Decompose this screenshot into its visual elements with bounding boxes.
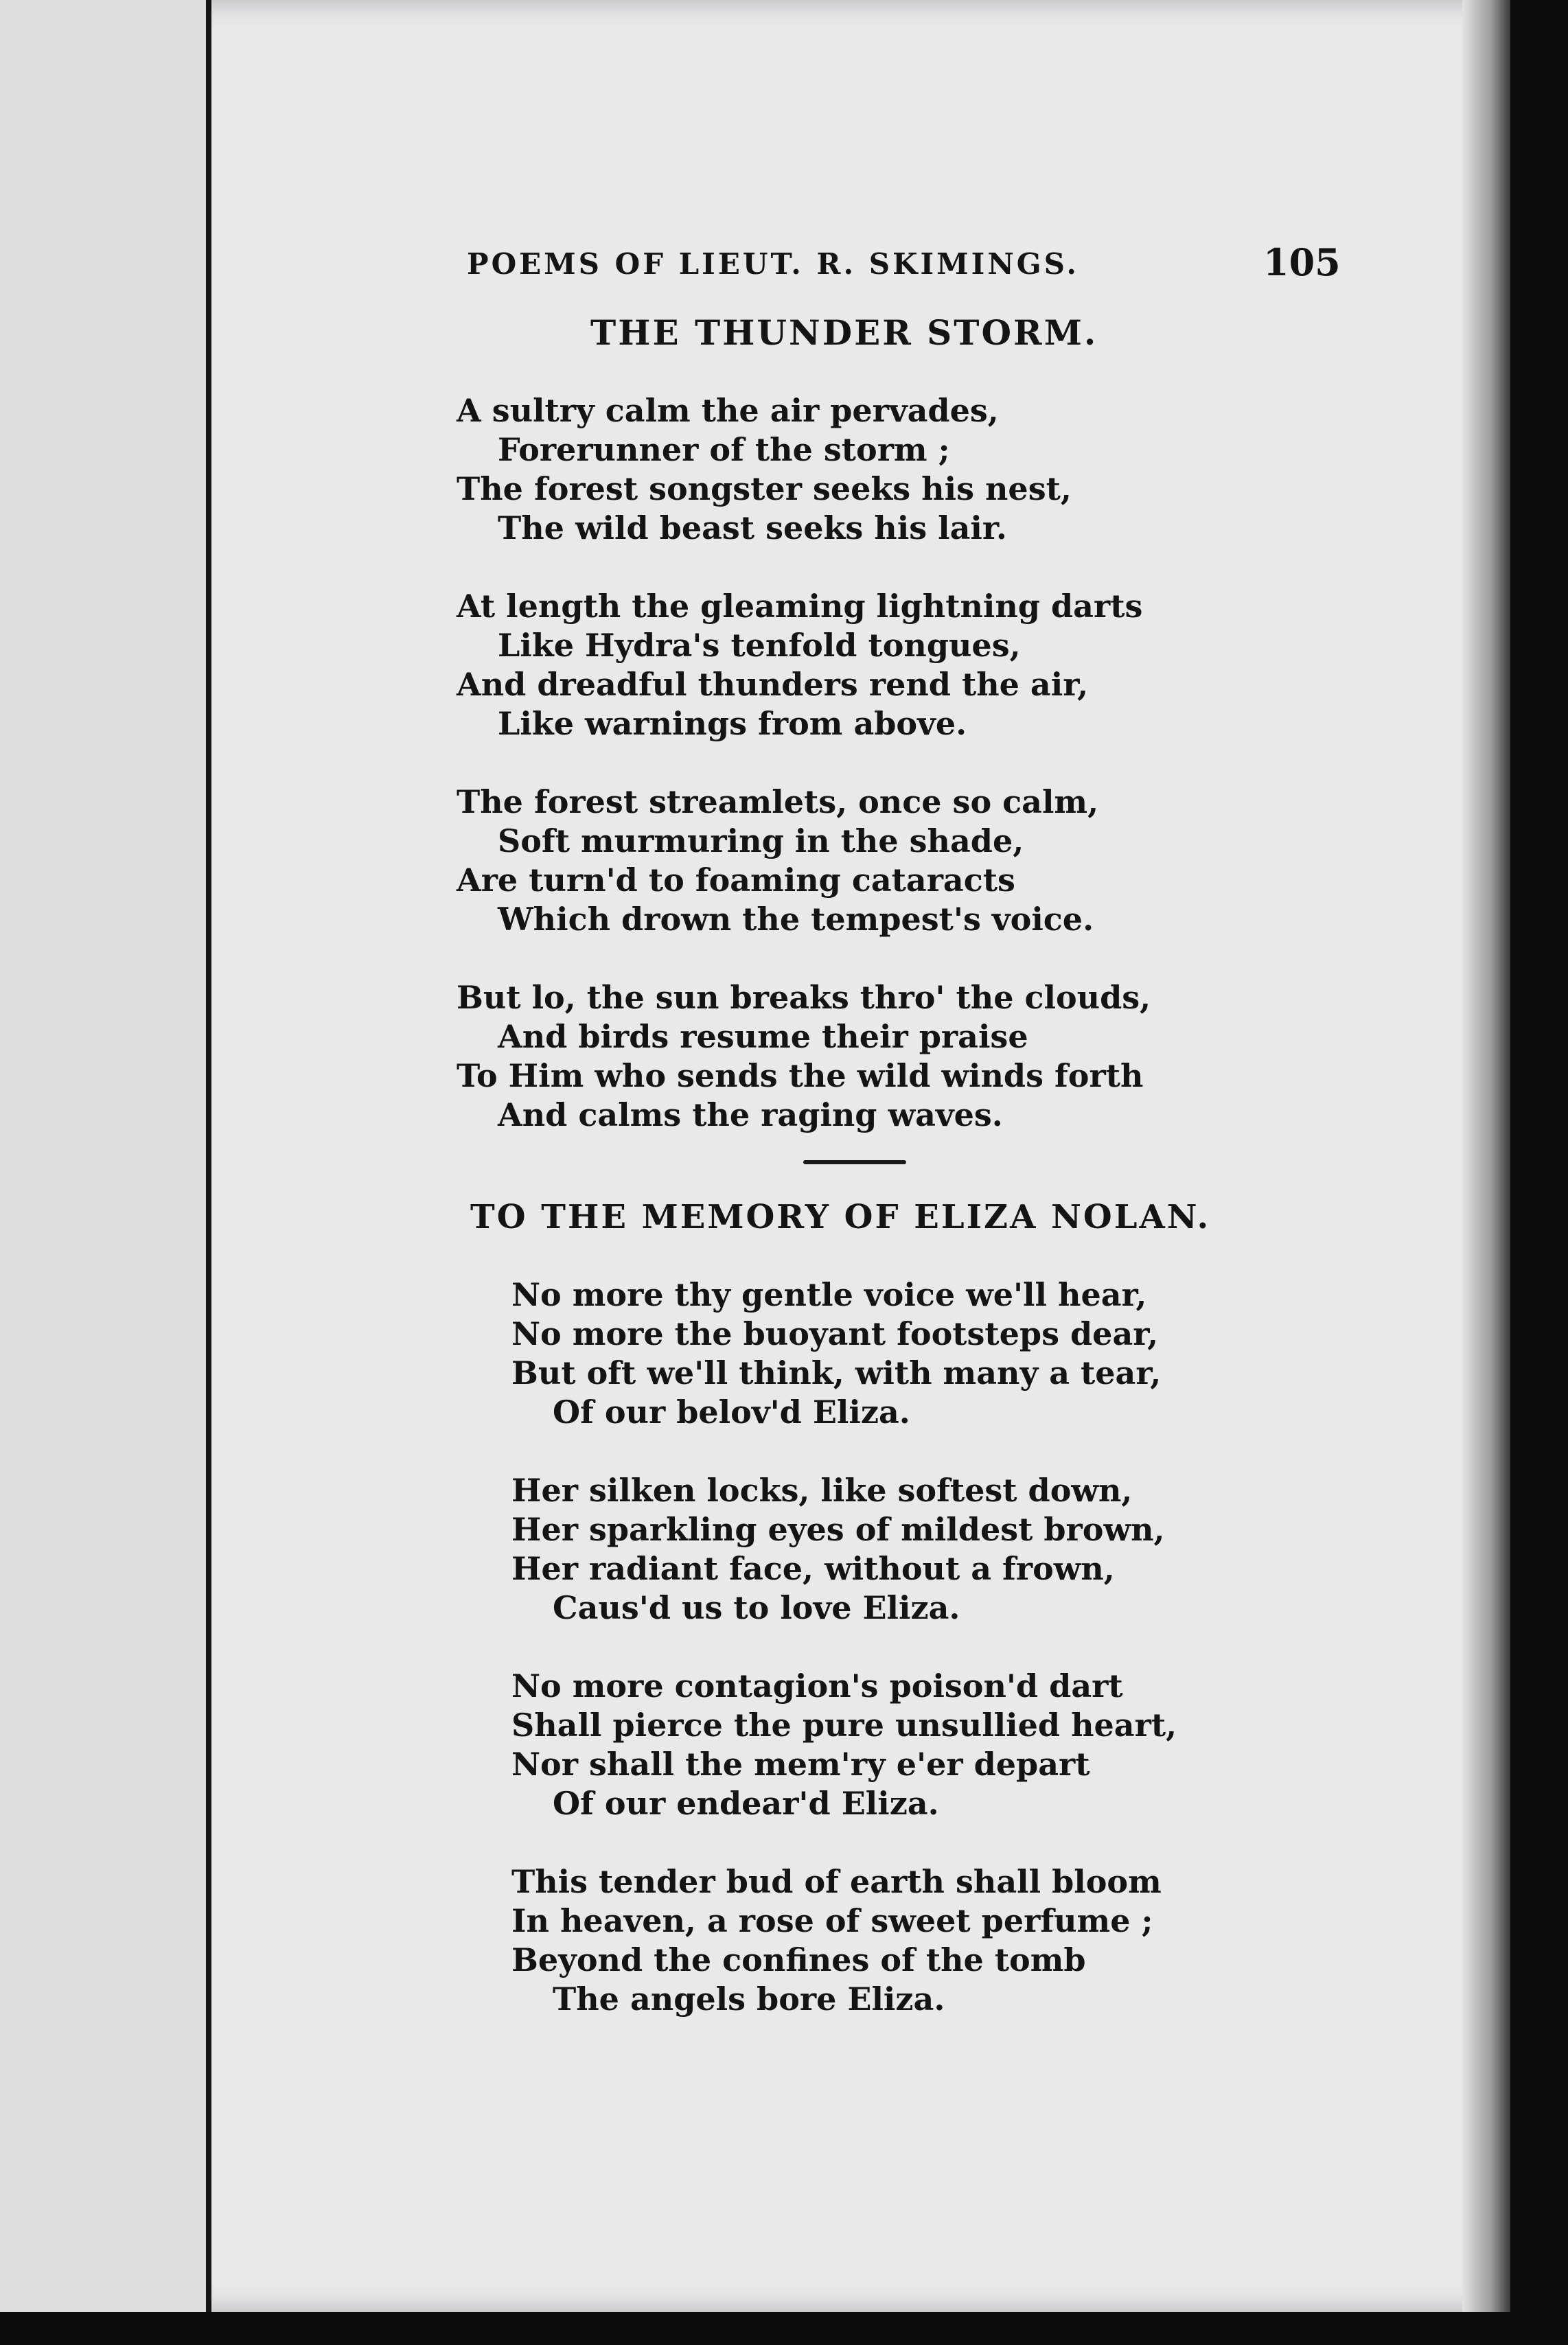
stanza <box>457 783 1151 939</box>
poem-line: Forerunner of the storm ; <box>498 431 950 468</box>
stanza <box>511 1471 1177 1628</box>
poem-line: And dreadful thunders rend the air, <box>457 666 1089 703</box>
spine-shadow <box>206 0 211 2312</box>
poem-line: And calms the raging waves. <box>498 1096 1003 1133</box>
facing-page-edge <box>0 0 210 2312</box>
poem-line: No more contagion's poison'd dart <box>511 1667 1123 1705</box>
poem-line: At length the gleaming lightning darts <box>457 588 1143 625</box>
poem-line: And birds resume their praise <box>498 1018 1028 1055</box>
poem-line: No more thy gentle voice we'll hear, <box>511 1276 1147 1313</box>
poem-line: The forest songster seeks his nest, <box>457 470 1072 507</box>
poem-line: But oft we'll think, with many a tear, <box>511 1354 1162 1391</box>
poem-title-eliza-nolan: TO THE MEMORY OF ELIZA NOLAN. <box>470 1198 1211 1236</box>
poem-line: To Him who sends the wild winds forth <box>457 1057 1144 1094</box>
poem-line: Of our endear'd Eliza. <box>553 1785 939 1822</box>
poem-line: The angels bore Eliza. <box>553 1980 945 2018</box>
poem-line: Nor shall the mem'ry e'er depart <box>511 1746 1090 1783</box>
stanza <box>457 587 1151 743</box>
running-head: POEMS OF LIEUT. R. SKIMINGS. <box>467 247 1080 281</box>
poem-line: Her silken locks, like softest down, <box>511 1472 1133 1509</box>
stanza <box>511 1667 1177 1823</box>
poem-line: A sultry calm the air pervades, <box>457 392 999 429</box>
poem-line: In heaven, a rose of sweet perfume ; <box>511 1902 1153 1939</box>
poem-line: Soft murmuring in the shade, <box>498 822 1024 859</box>
poem-title-thunder-storm: THE THUNDER STORM. <box>590 312 1098 353</box>
poem-eliza-nolan <box>511 1275 1177 2058</box>
page-edge-shadow <box>1462 0 1510 2312</box>
poem-line: Shall pierce the pure unsullied heart, <box>511 1707 1177 1744</box>
poem-line: The forest streamlets, once so calm, <box>457 783 1099 820</box>
poem-line: Which drown the tempest's voice. <box>498 901 1094 938</box>
stanza <box>511 1862 1177 2019</box>
stanza <box>457 978 1151 1135</box>
poem-line: This tender bud of earth shall bloom <box>511 1863 1162 1900</box>
stanza <box>457 391 1151 548</box>
page-number: 105 <box>1263 240 1341 284</box>
poem-line: Beyond the confines of the tomb <box>511 1941 1086 1978</box>
poem-line: Like Hydra's tenfold tongues, <box>498 627 1021 664</box>
poem-line: No more the buoyant footsteps dear, <box>511 1315 1159 1352</box>
stanza <box>511 1275 1177 1432</box>
poem-line: Her radiant face, without a frown, <box>511 1550 1115 1587</box>
poem-line: But lo, the sun breaks thro' the clouds, <box>457 979 1151 1016</box>
section-divider <box>803 1160 906 1164</box>
poem-thunder-storm <box>457 391 1151 1174</box>
poem-line: Like warnings from above. <box>498 705 967 742</box>
poem-line: Her sparkling eyes of mildest brown, <box>511 1511 1165 1548</box>
poem-line: Of our belov'd Eliza. <box>553 1394 910 1431</box>
poem-line: The wild beast seeks his lair. <box>498 509 1007 546</box>
poem-line: Are turn'd to foaming cataracts <box>457 862 1015 899</box>
poem-line: Caus'd us to love Eliza. <box>553 1589 960 1626</box>
